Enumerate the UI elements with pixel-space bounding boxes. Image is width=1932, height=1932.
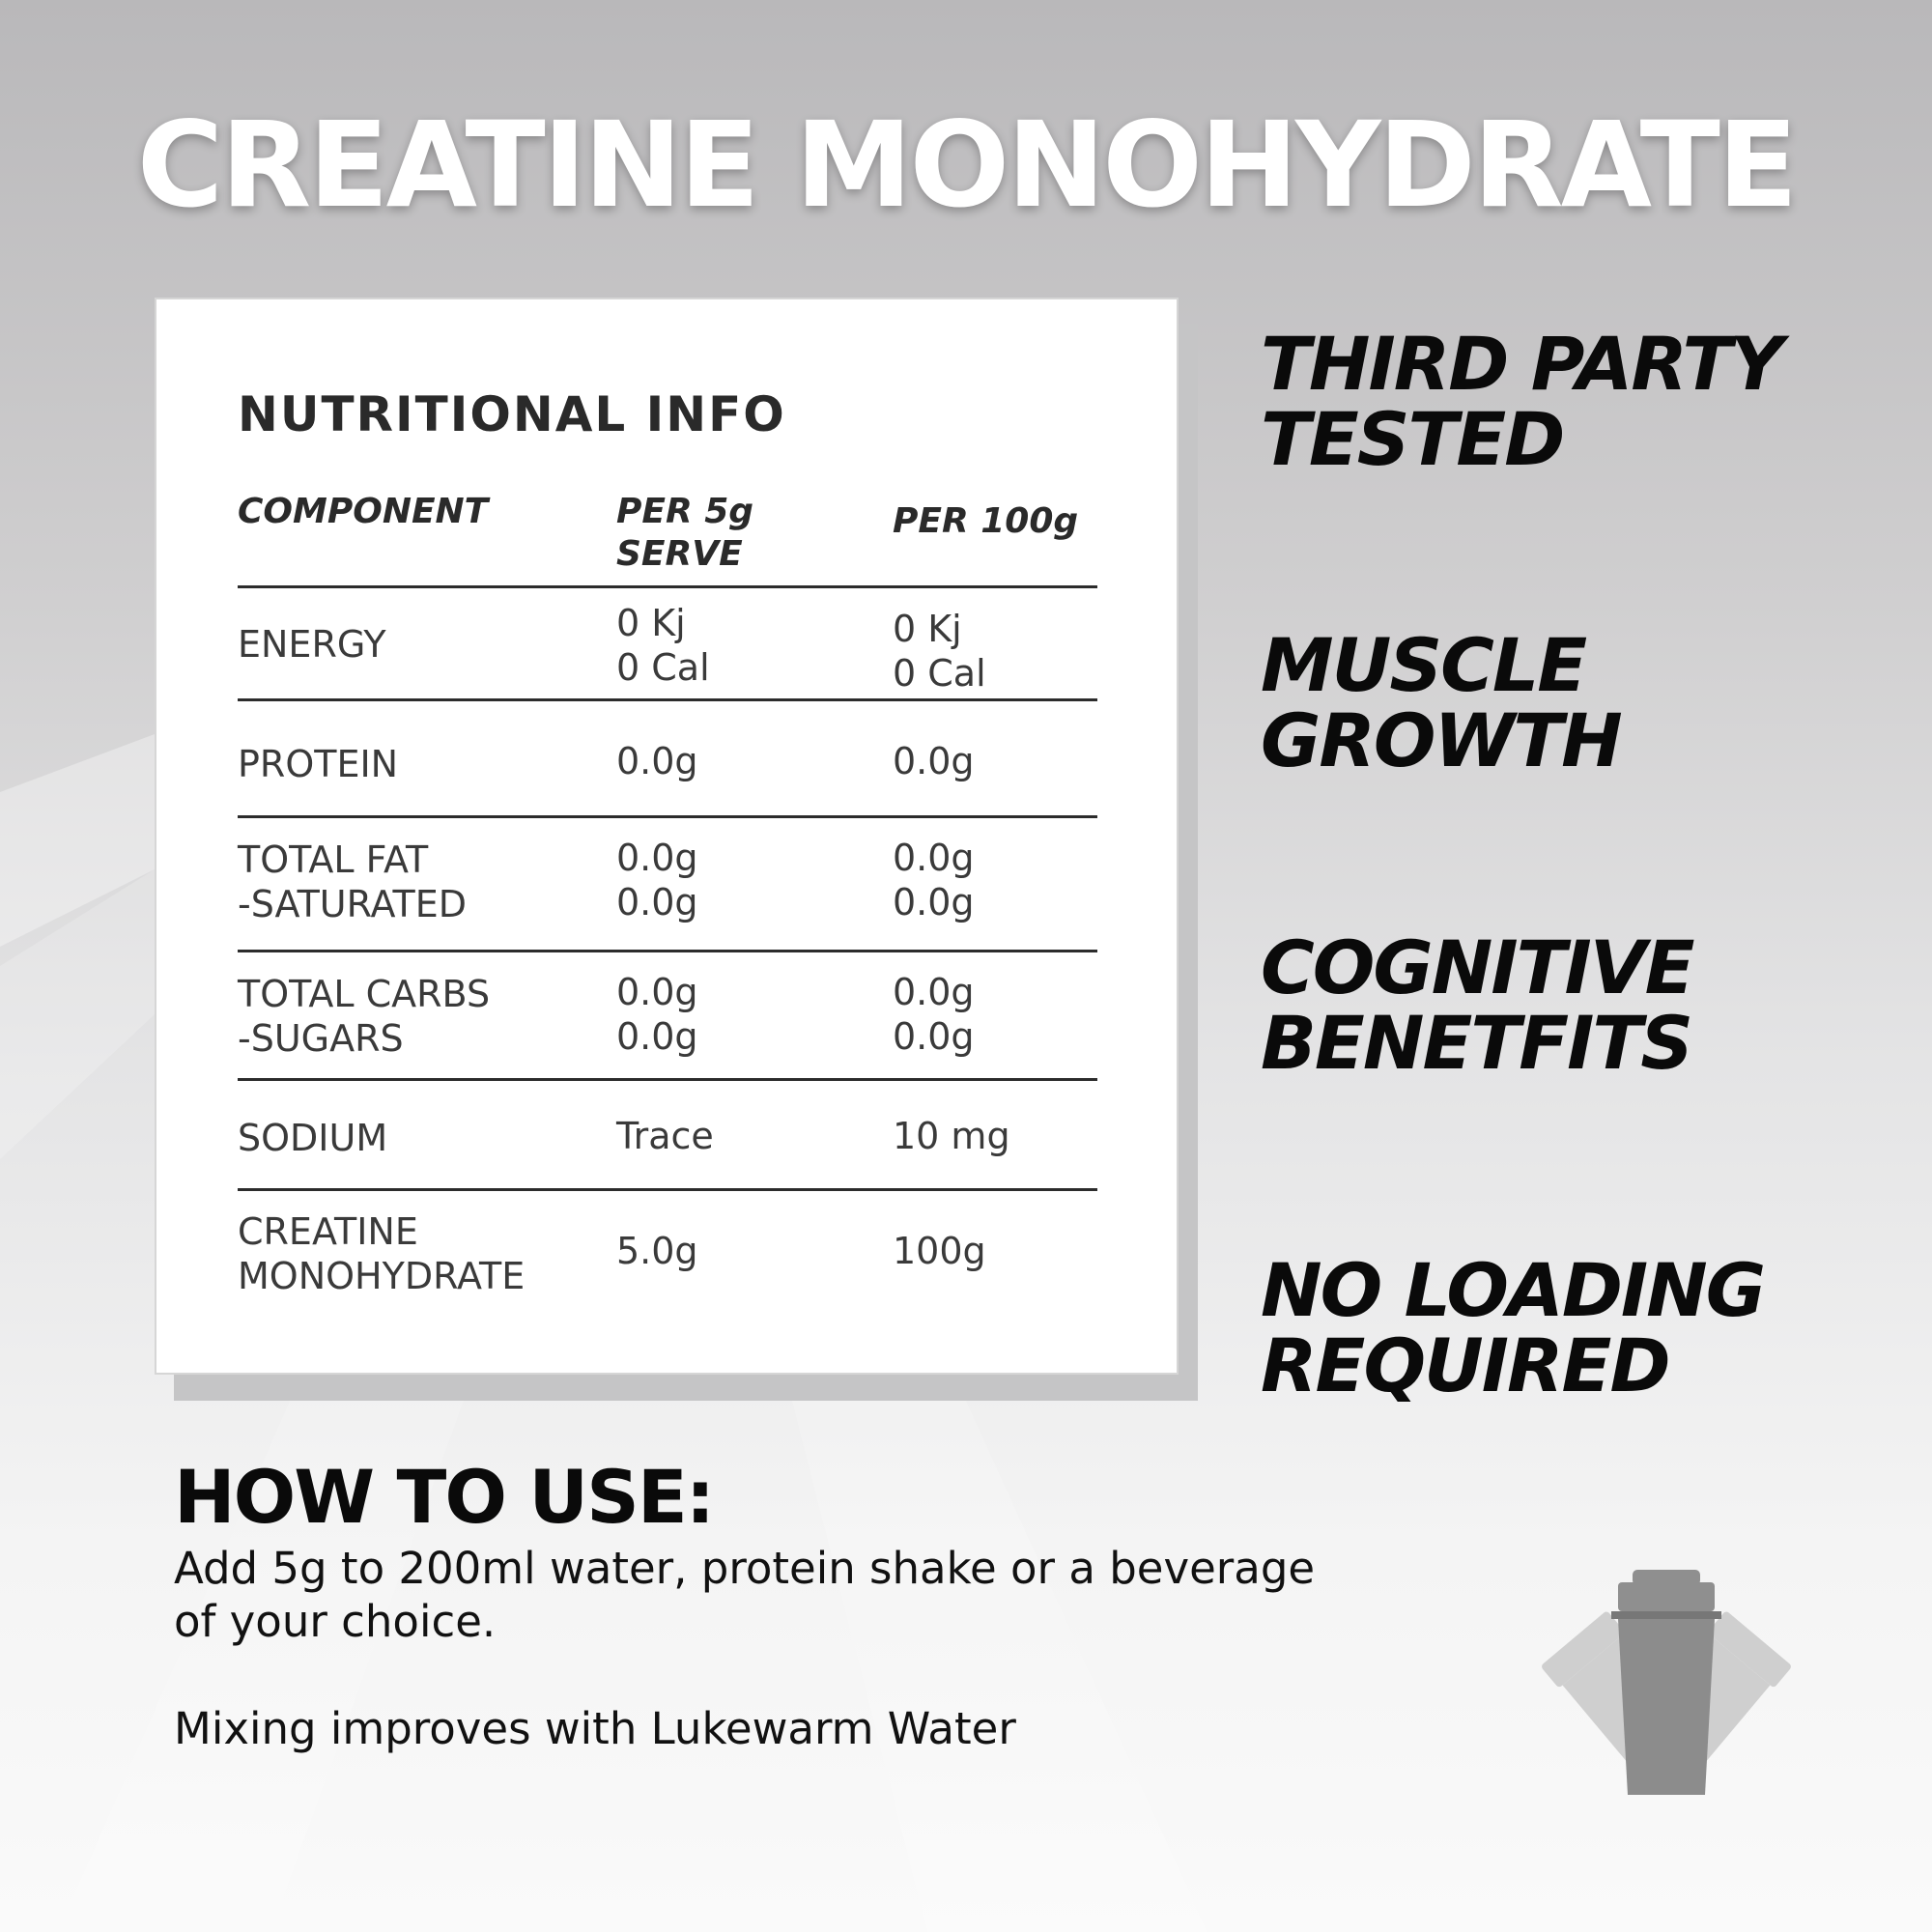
row-carbs-component: TOTAL CARBS -SUGARS xyxy=(238,973,491,1060)
how-to-use-line-1: Add 5g to 200ml water, protein shake or a beverage xyxy=(174,1543,1316,1594)
table-rule xyxy=(238,698,1097,701)
row-carbs-per-100g: 0.0g 0.0g xyxy=(893,971,975,1058)
claim-third-party-tested: THIRD PARTY TESTED xyxy=(1261,321,1782,482)
row-fat-per-100g: 0.0g 0.0g xyxy=(893,837,975,923)
shaker-bottle-icon xyxy=(1497,1565,1835,1806)
column-header-per-serve: PER 5g SERVE xyxy=(616,492,754,574)
row-fat-component: TOTAL FAT -SATURATED xyxy=(238,838,467,925)
page-title: CREATINE MONOHYDRATE xyxy=(136,97,1796,234)
row-fat-per-serve: 0.0g 0.0g xyxy=(616,837,698,923)
row-sodium-per-serve: Trace xyxy=(616,1115,714,1157)
nutrition-panel xyxy=(155,298,1179,1375)
row-creatine-component: CREATINE MONOHYDRATE xyxy=(238,1210,526,1297)
column-header-component: COMPONENT xyxy=(238,492,489,531)
how-to-use-line-3: Mixing improves with Lukewarm Water xyxy=(174,1703,1016,1754)
how-to-use-line-2: of your choice. xyxy=(174,1596,497,1647)
row-energy-component: ENERGY xyxy=(238,623,386,666)
claim-muscle-growth: MUSCLE GROWTH xyxy=(1261,622,1621,783)
row-energy-per-serve: 0 Kj 0 Cal xyxy=(616,602,710,689)
row-energy-per-100g: 0 Kj 0 Cal xyxy=(893,608,986,695)
claim-cognitive-benefits: COGNITIVE BENETFITS xyxy=(1261,924,1693,1086)
row-protein-component: PROTEIN xyxy=(238,743,399,785)
column-header-per-100g: PER 100g xyxy=(893,501,1079,541)
row-creatine-per-serve: 5.0g xyxy=(616,1230,698,1272)
how-to-use-title: HOW TO USE: xyxy=(174,1454,714,1540)
row-creatine-per-100g: 100g xyxy=(893,1230,986,1272)
row-carbs-per-serve: 0.0g 0.0g xyxy=(616,971,698,1058)
table-rule xyxy=(238,950,1097,952)
row-protein-per-100g: 0.0g xyxy=(893,740,975,782)
claim-no-loading-required: NO LOADING REQUIRED xyxy=(1261,1247,1765,1408)
table-rule xyxy=(238,1078,1097,1081)
row-protein-per-serve: 0.0g xyxy=(616,740,698,782)
table-rule xyxy=(238,815,1097,818)
table-rule xyxy=(238,1188,1097,1191)
nutrition-heading: NUTRITIONAL INFO xyxy=(238,386,786,442)
row-sodium-per-100g: 10 mg xyxy=(893,1115,1010,1157)
table-rule xyxy=(238,585,1097,588)
row-sodium-component: SODIUM xyxy=(238,1117,388,1159)
